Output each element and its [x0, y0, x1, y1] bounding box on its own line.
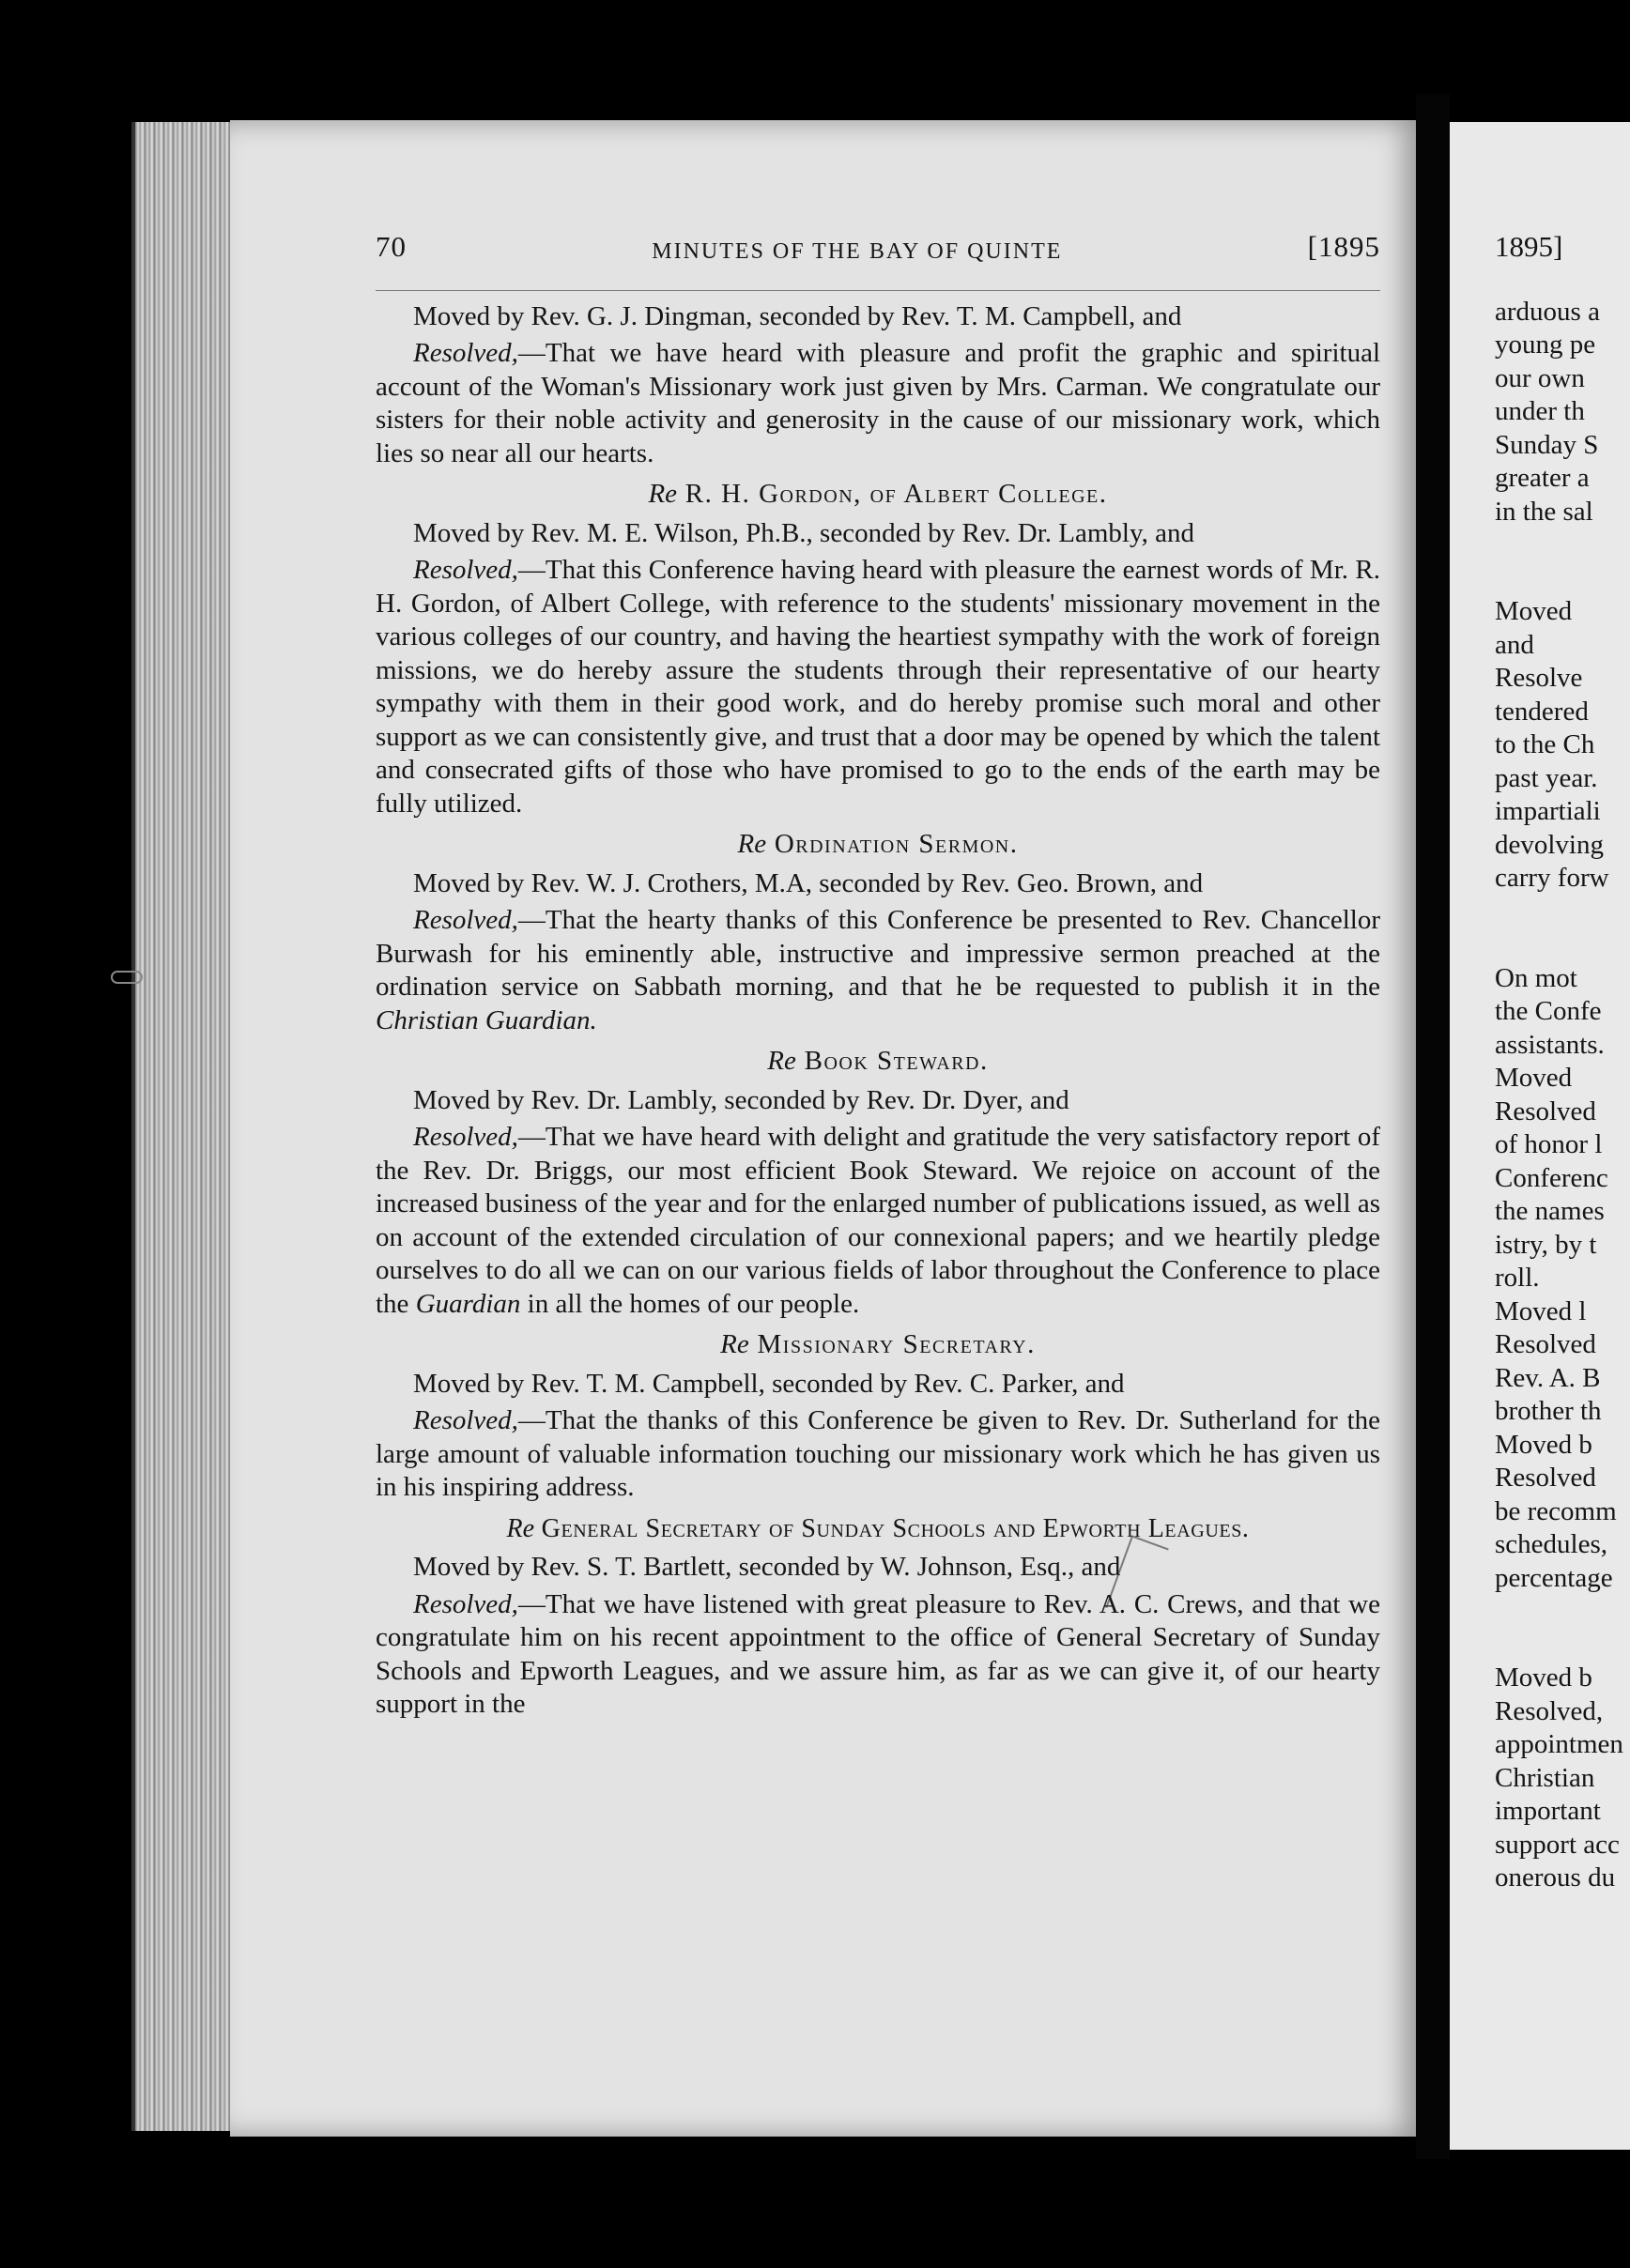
right-page-line	[1495, 928, 1630, 962]
right-page-line	[1495, 529, 1630, 562]
right-page-line: brother th	[1495, 1396, 1602, 1426]
right-page-line: Moved b	[1495, 1663, 1592, 1693]
right-page-line: assistants.	[1495, 1029, 1605, 1060]
resolution	[376, 1404, 1380, 1505]
moved-line: Moved by Rev. T. M. Campbell, seconded by Rev. C. Parker, and	[413, 1368, 1125, 1399]
book-page-edges	[131, 122, 234, 2131]
heading-re: Re	[506, 1513, 535, 1543]
right-page-line: schedules,	[1495, 1529, 1607, 1559]
right-page-line: devolving	[1495, 829, 1604, 860]
section-heading	[376, 1045, 1380, 1079]
right-page-line: Resolved,	[1495, 1695, 1604, 1726]
right-page-line: Resolved	[1495, 1463, 1596, 1493]
right-page-line: Resolve	[1495, 663, 1583, 693]
right-page-line: onerous du	[1495, 1862, 1616, 1893]
right-page-line: young pe	[1495, 329, 1596, 360]
right-page-line: of honor l	[1495, 1129, 1603, 1159]
header-rule	[376, 290, 1380, 291]
right-page-line: past year.	[1495, 762, 1598, 793]
book-gutter	[1416, 94, 1450, 2159]
moved-line: Moved by Rev. M. E. Wilson, Ph.B., seconded by Rev. Dr. Lambly, and	[413, 517, 1194, 548]
right-page-line: tendered	[1495, 696, 1589, 727]
resolution-italic: Guardian	[415, 1288, 521, 1319]
right-page-line: important	[1495, 1796, 1601, 1826]
page-clip-mark	[111, 971, 143, 984]
right-page-line: be recomm	[1495, 1495, 1617, 1526]
right-page-line: arduous a	[1495, 296, 1600, 327]
right-page-line: our own	[1495, 362, 1585, 393]
section-heading	[376, 828, 1380, 862]
right-page-line: under th	[1495, 396, 1585, 426]
running-title: MINUTES OF THE BAY OF QUINTE	[652, 239, 1063, 264]
left-page-content	[376, 230, 1380, 1725]
moved-line: Moved by Rev. Dr. Lambly, seconded by Rev. Dr. Dyer, and	[413, 1084, 1069, 1115]
right-page-line: Resolved	[1495, 1096, 1596, 1126]
resolution	[376, 337, 1380, 470]
right-page-line	[1495, 562, 1630, 596]
page-header	[376, 230, 1380, 269]
resolved-label: Resolved,	[413, 905, 518, 935]
right-page-line: Moved	[1495, 596, 1573, 626]
resolution	[376, 904, 1380, 1037]
heading-text: Ordination Sermon.	[774, 829, 1019, 859]
heading-re: Re	[767, 1046, 796, 1076]
right-page-line: Moved	[1495, 1063, 1573, 1093]
resolved-label: Resolved,	[413, 555, 518, 585]
resolved-label: Resolved,	[413, 1122, 518, 1152]
resolution	[376, 554, 1380, 820]
right-page-line: the names	[1495, 1196, 1605, 1226]
moved-line: Moved by Rev. W. J. Crothers, M.A, seconded by Rev. Geo. Brown, and	[413, 867, 1204, 898]
resolution-text: —That we have heard with delight and gratitude the very satisfactory report of the Rev. Dr. Briggs, our most efficient Book Steward. We rejoice on account of the increased business of the year and for the enlarged number of publications issued, as well as on account of the extended circulation of our connexional papers; and we heartily pledge ourselves to do all we can on our various fields of labor throughout the Conference to place the	[376, 1122, 1380, 1319]
right-page-line: support acc	[1495, 1829, 1620, 1860]
right-page-line: On mot	[1495, 962, 1577, 993]
right-page-line: roll.	[1495, 1263, 1540, 1293]
right-page-line: and	[1495, 629, 1534, 660]
right-page-line: to the Ch	[1495, 729, 1595, 759]
right-page-line: impartiali	[1495, 796, 1601, 826]
resolved-label: Resolved,	[413, 338, 518, 368]
right-page-line: Rev. A. B	[1495, 1362, 1601, 1393]
resolution-text: —That this Conference having heard with pleasure the earnest words of Mr. R. H. Gordon, of Albert College, with reference to the students' missionary movement in the various colleges of our country, and having the heartiest sympathy with the work of foreign missions, we do hereby assure the students through their representative of our hearty sympathy with them in their good work, and do hereby promise such moral and other support as we can consistently give, and trust that a door may be opened by which the talent and consecrated gifts of those who have promised to go to the ends of the earth may be fully utilized.	[376, 555, 1380, 819]
heading-re: Re	[737, 829, 767, 859]
right-page-line	[1495, 1595, 1630, 1629]
resolution-text: —That the thanks of this Conference be given to Rev. Dr. Sutherland for the large amount of valuable information touching our missionary work which he has given us in his inspiring address.	[376, 1405, 1380, 1502]
heading-text: General Secretary of Sunday Schools and Epworth Leagues.	[541, 1513, 1250, 1543]
section-heading	[376, 1328, 1380, 1362]
resolution-text: —That we have listened with great pleasure to Rev. A. C. Crews, and that we congratulate him on his recent appointment to the office of General Secretary of Sunday Schools and Epworth Leagues, and we assure him, as far as we can give it, of our hearty support in the	[376, 1588, 1380, 1719]
right-page-line: Conferenc	[1495, 1162, 1608, 1193]
right-page-content	[1495, 230, 1630, 1895]
right-page-line: istry, by t	[1495, 1229, 1597, 1260]
resolved-label: Resolved,	[413, 1588, 518, 1619]
right-page-line: appointmen	[1495, 1729, 1623, 1759]
right-page-line: carry forw	[1495, 863, 1609, 893]
resolution-text: —That we have heard with pleasure and profit the graphic and spiritual account of the Woman's Missionary work just given by Mrs. Carman. We congratulate our sisters for their noble activity and generosity in the cause of our missionary work, which lies so near all our hearts.	[376, 338, 1380, 468]
resolution	[376, 1121, 1380, 1321]
right-page-line: in the sal	[1495, 496, 1593, 527]
resolution-text: —That the hearty thanks of this Conference be presented to Rev. Chancellor Burwash for his eminently able, instructive and impressive sermon preached at the ordination service on Sabbath morning, and that he be requested to publish it in the	[376, 905, 1380, 1002]
right-page-line: Resolved	[1495, 1329, 1596, 1359]
heading-text: Missionary Secretary.	[757, 1329, 1036, 1359]
right-page-line: percentage	[1495, 1562, 1613, 1593]
heading-re: Re	[648, 479, 678, 509]
moved-line: Moved by Rev. S. T. Bartlett, seconded by W. Johnson, Esq., and	[413, 1552, 1121, 1582]
header-year: [1895	[1307, 230, 1380, 263]
right-page-line: the Confe	[1495, 996, 1602, 1026]
moved-line: Moved by Rev. G. J. Dingman, seconded by Rev. T. M. Campbell, and	[413, 300, 1182, 331]
right-page-line: Moved l	[1495, 1295, 1587, 1326]
section-heading	[376, 478, 1380, 512]
resolution-tail: in all the homes of our people.	[520, 1288, 860, 1319]
right-page-header: 1895]	[1495, 230, 1563, 263]
heading-text: R. H. Gordon, of Albert College.	[684, 479, 1108, 509]
resolution-italic: Christian Guardian.	[376, 1004, 597, 1035]
right-page-line: greater a	[1495, 463, 1590, 493]
resolution	[376, 1588, 1380, 1722]
resolved-label: Resolved,	[413, 1405, 518, 1435]
heading-text: Book Steward.	[804, 1046, 989, 1076]
right-page-line	[1495, 1629, 1630, 1663]
section-heading	[376, 1512, 1380, 1546]
right-page-line	[1495, 896, 1630, 929]
right-page-line: Moved b	[1495, 1429, 1592, 1460]
heading-re: Re	[720, 1329, 749, 1359]
page-number: 70	[376, 230, 407, 263]
right-page-line: Christian	[1495, 1762, 1595, 1793]
right-page-line: Sunday S	[1495, 429, 1599, 460]
